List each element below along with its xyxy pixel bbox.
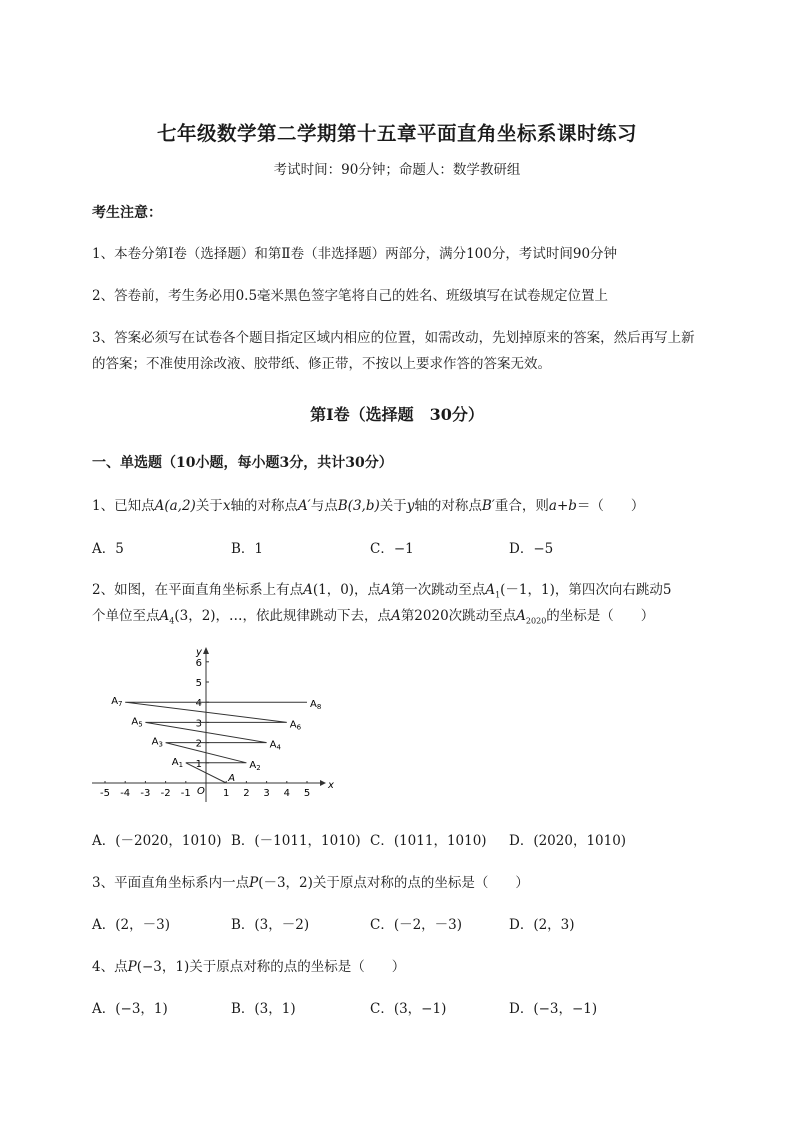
y-tick-label: 2 [195,738,202,750]
x-axis-arrow [320,780,326,786]
question-4: 4、点P(−3，1)关于原点对称的点的坐标是（ ） [92,959,406,975]
notice-item-3-line-2: 的答案；不准使用涂改液、胶带纸、修正带，不按以上要求作答的答案无效。 [92,356,551,372]
q4-option-c: C．(3，−1) [370,1001,447,1017]
q1-option-d: D．−5 [509,541,554,557]
q3-option-d: D．(2，3) [509,917,575,933]
notice-item-2: 2、答卷前，考生务必用0.5毫米黑色签字笔将自己的姓名、班级填写在试卷规定位置上 [92,288,609,304]
point-label: A [228,773,236,784]
question-2-line-1: 2、如图，在平面直角坐标系上有点A(1，0)，点A第一次跳动至点$A_1(-1$，1)，第四次向右跳动5 [92,582,672,600]
point-label: $A_7$ [111,696,123,709]
x-tick-label: 3 [263,788,270,799]
point-label: $A_8$ [310,699,322,712]
origin-label: O [197,786,205,797]
point-label: $A_3$ [151,736,163,749]
x-tick-label: 2 [243,788,250,799]
point-label: $A_2$ [249,759,261,772]
q2-option-b: B．(－1011，1010) [231,833,361,849]
y-tick-label: 5 [195,678,202,689]
x-tick-label: 5 [303,788,311,799]
x-axis-label: x [328,780,334,791]
point-label: $A_5$ [131,716,143,729]
q2-option-a: A．(－2020，1010) [92,833,222,849]
y-axis-label: y [196,647,202,658]
q1-option-c: C．−1 [370,541,414,557]
x-tick-label: -3 [140,788,151,799]
x-tick-label: -1 [180,788,191,799]
q1-option-b: B．1 [231,541,264,557]
notice-item-1: 1、本卷分第I卷（选择题）和第Ⅱ卷（非选择题）两部分，满分100分，考试时间90分钟 [92,246,618,262]
coordinate-graph [88,642,348,807]
y-tick-label: 1 [195,758,202,770]
notice-heading: 考生注意： [92,205,162,221]
q1-option-a: A．5 [92,541,124,557]
q4-option-d: D．(−3，−1) [509,1001,598,1017]
x-tick-label: 1 [223,788,230,799]
y-tick-label: 6 [195,657,202,669]
point-label: $A_4$ [269,739,281,752]
question-3: 3、平面直角坐标系内一点P(－3，2)关于原点对称的点的坐标是（ ） [92,875,529,891]
question-1: 1、已知点A(a,2)关于x轴的对称点A′与点B(3,b)关于y轴的对称点B′重合，则a+b＝（ ） [92,498,645,514]
question-2-line-2: 个单位至点$A_4(3$，2)，…，依此规律跳动下去，点A第2020次跳动至点$A_{2020}$的坐标是（ ） [92,608,655,626]
y-axis-arrow [203,647,209,654]
q3-option-b: B．(3，－2) [231,917,310,933]
x-tick-label: -5 [100,788,110,799]
q3-option-c: C．(－2，－3) [370,917,463,933]
y-tick-label: 3 [195,718,202,730]
page-title: 七年级数学第二学期第十五章平面直角坐标系课时练习 [156,122,637,145]
q2-option-c: C．(1011，1010) [370,833,487,849]
q4-option-a: A．(−3，1) [92,1001,168,1017]
q4-option-b: B．(3，1) [231,1001,296,1017]
exam-info: 考试时间：90分钟；命题人：数学教研组 [273,162,521,178]
y-tick-label: 4 [195,698,202,710]
x-tick-label: -4 [120,788,131,799]
q2-option-d: D．(2020，1010) [509,833,627,849]
section-subtitle: 一、单选题（10小题，每小题3分，共计30分） [92,455,393,471]
x-tick-label: -2 [160,788,171,799]
section-title: 第I卷（选择题 30分） [310,405,484,424]
point-label: $A_6$ [289,719,302,732]
x-tick-label: 4 [283,788,290,799]
notice-item-3-line-1: 3、答案必须写在试卷各个题目指定区域内相应的位置，如需改动，先划掉原来的答案，然后再写上新 [92,330,695,346]
q3-option-a: A．(2，－3) [92,917,170,933]
point-label: $A_1$ [171,756,184,769]
